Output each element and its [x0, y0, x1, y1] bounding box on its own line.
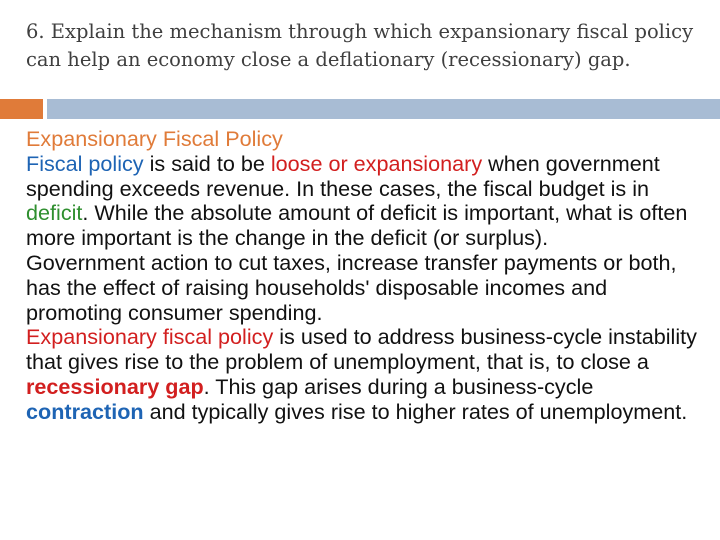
term-recessionary-gap: recessionary gap	[26, 373, 204, 399]
term-expansionary-fiscal-policy: Expansionary fiscal policy	[26, 324, 274, 350]
accent-bar-orange	[0, 99, 43, 119]
section-heading: Expansionary Fiscal Policy	[26, 126, 283, 151]
text-segment: . While the absolute amount of deficit is important, what is often more important is the change in the deficit (or surplus).	[26, 200, 688, 251]
term-fiscal-policy: Fiscal policy	[26, 150, 144, 176]
paragraph-government-action: Government action to cut taxes, increase transfer payments or both, has the effect of raising households' disposable incomes and promoting consumer spending.	[26, 249, 677, 325]
text-segment: . This gap arises during a business-cycle	[203, 373, 594, 399]
term-contraction: contraction	[26, 398, 144, 424]
slide-title: 6. Explain the mechanism through which expansionary fiscal policy can help an economy close a deflationary (recessionary) gap.	[26, 20, 694, 71]
accent-bar-blue	[47, 99, 720, 119]
text-segment: and typically gives rise to higher rates of unemployment.	[143, 398, 688, 424]
text-segment: when government spending exceeds revenue. In these cases, the fiscal budget is in	[26, 150, 660, 201]
text-segment: is said to be	[143, 150, 271, 176]
paragraph-expansionary-policy	[26, 325, 702, 424]
term-loose-expansionary: loose or expansionary	[270, 150, 483, 176]
term-deficit: deficit	[26, 200, 83, 226]
text-segment: is used to address business-cycle instability that gives rise to the problem of unemployment, that is, to close a	[26, 324, 697, 375]
paragraph-definition	[26, 152, 702, 251]
slide-content	[26, 127, 702, 425]
